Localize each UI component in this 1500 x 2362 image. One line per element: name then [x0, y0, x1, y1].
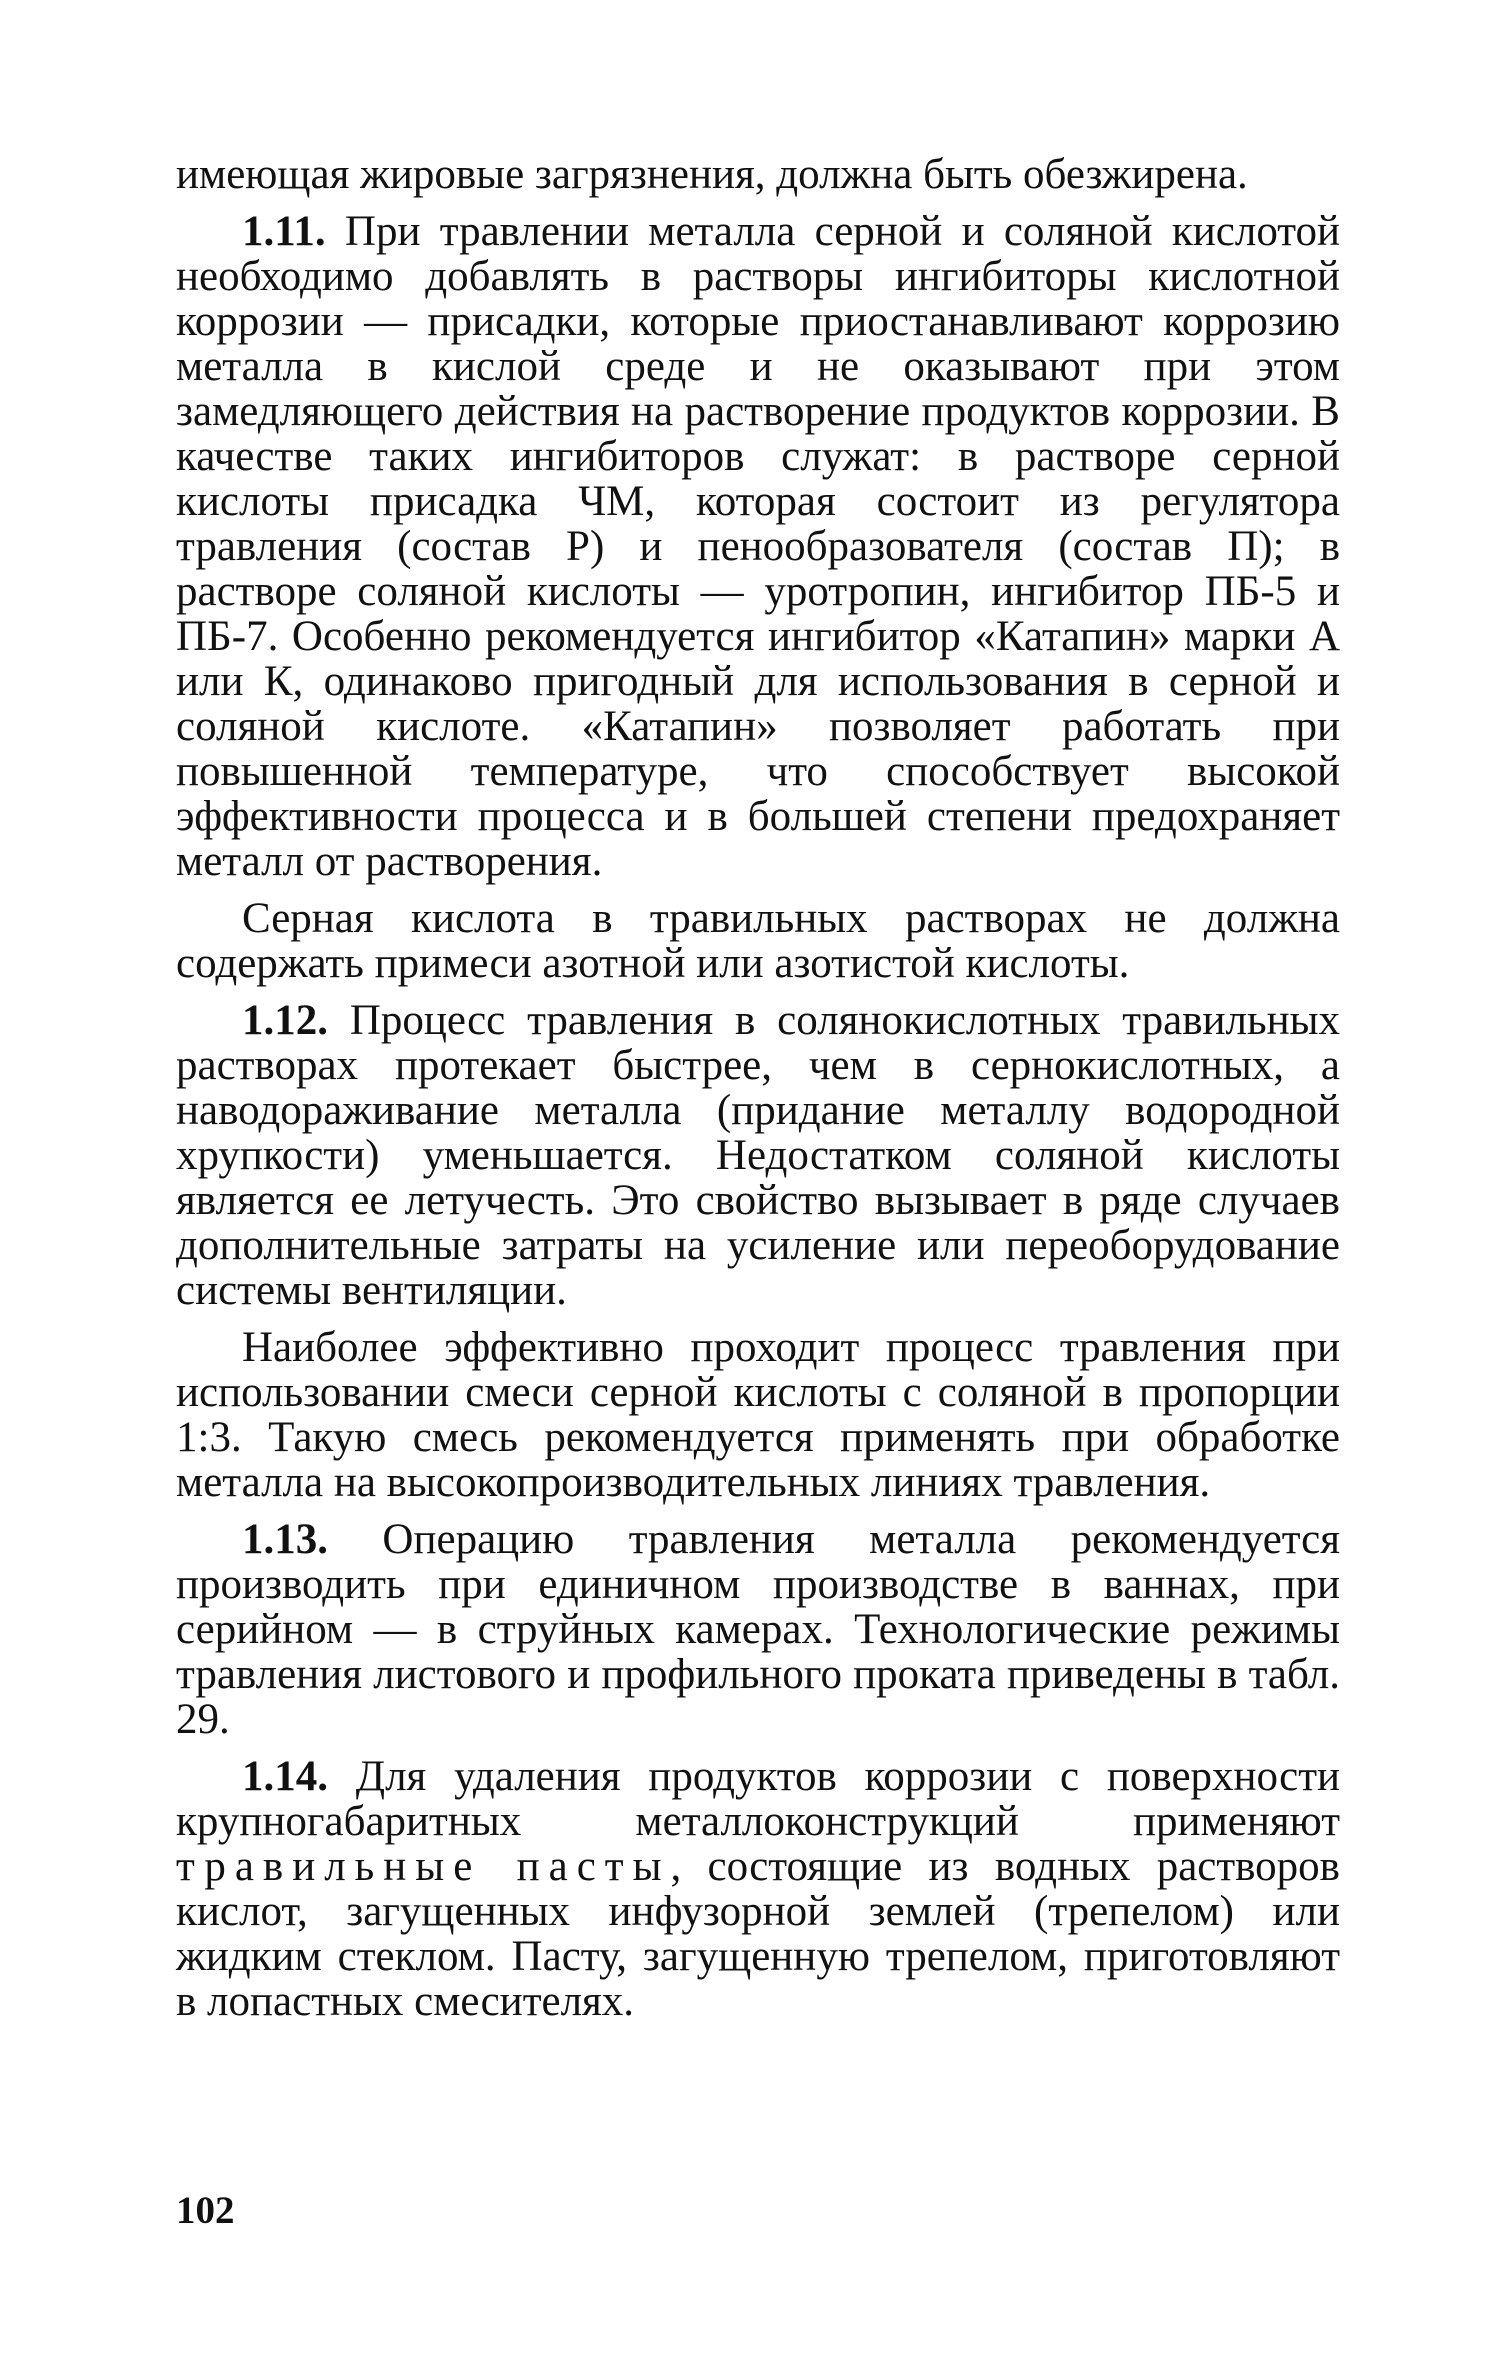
paragraph-continuation [176, 152, 1340, 197]
paragraph-sulfuric-acid [176, 896, 1340, 986]
section-number: 1.11. [242, 208, 326, 255]
section-number: 1.13. [242, 1516, 328, 1563]
paragraph-text: , состоящие из водных растворов кислот, загущенных инфузорной землей (трепелом) или жидким стеклом. Пасту, загущенную трепелом, приготовляют в лопастных смесителях. [176, 1843, 1340, 2025]
paragraph-1-13 [176, 1517, 1340, 1742]
section-number: 1.14. [242, 1753, 328, 1800]
section-number: 1.12. [242, 997, 328, 1044]
emphasized-term: травильные пасты [176, 1843, 671, 1890]
paragraph-text: Серная кислота в травильных растворах не должна содержать примеси азотной или азотистой кислоты. [176, 895, 1340, 987]
paragraph-1-14 [176, 1754, 1340, 2024]
paragraph-1-12 [176, 998, 1340, 1313]
paragraph-text: При травлении металла серной и соляной кислотой необходимо добавлять в растворы ингибиторы кислотной коррозии — присадки, которые приостанавливают коррозию металла в кислой среде и не оказывают при этом замедляющего действия на растворение продуктов коррозии. В качестве таких ингибиторов служат: в растворе серной кислоты присадка ЧМ, которая состоит из регулятора травления (состав Р) и пенообразователя (состав П); в растворе соляной кислоты — уротропин, ингибитор ПБ-5 и ПБ-7. Особенно рекомендуется ингибитор «Катапин» марки А или К, одинаково пригодный для использования в серной и соляной кислоте. «Катапин» позволяет работать при повышенной температуре, что способствует высокой эффективности процесса и в большей степени предохраняет металл от растворения. [176, 208, 1341, 885]
paragraph-text: Наиболее эффективно проходит процесс травления при использовании смеси серной кислоты с соляной в пропорции 1:3. Такую смесь рекомендуется применять при обработке металла на высокопроизводительных линиях травления. [176, 1324, 1340, 1506]
paragraph-text: Для удаления продуктов коррозии с поверхности крупногабаритных металлоконструкций применяют [176, 1753, 1340, 1845]
paragraph-text: имеющая жировые загрязнения, должна быть обезжирена. [176, 151, 1248, 198]
page-number: 102 [176, 2189, 235, 2232]
page-body [176, 152, 1340, 2036]
paragraph-acid-mixture [176, 1325, 1340, 1505]
paragraph-text: Процесс травления в солянокислотных травильных растворах протекает быстрее, чем в сернокислотных, а наводораживание металла (придание металлу водородной хрупкости) уменьшается. Недостатком соляной кислоты является ее летучесть. Это свойство вызывает в ряде случаев дополнительные затраты на усиление или переоборудование системы вентиляции. [176, 997, 1340, 1314]
paragraph-1-11 [176, 209, 1340, 884]
paragraph-text: Операцию травления металла рекомендуется производить при единичном производстве в ваннах, при серийном — в струйных камерах. Технологические режимы травления листового и профильного проката приведены в табл. 29. [176, 1516, 1340, 1743]
